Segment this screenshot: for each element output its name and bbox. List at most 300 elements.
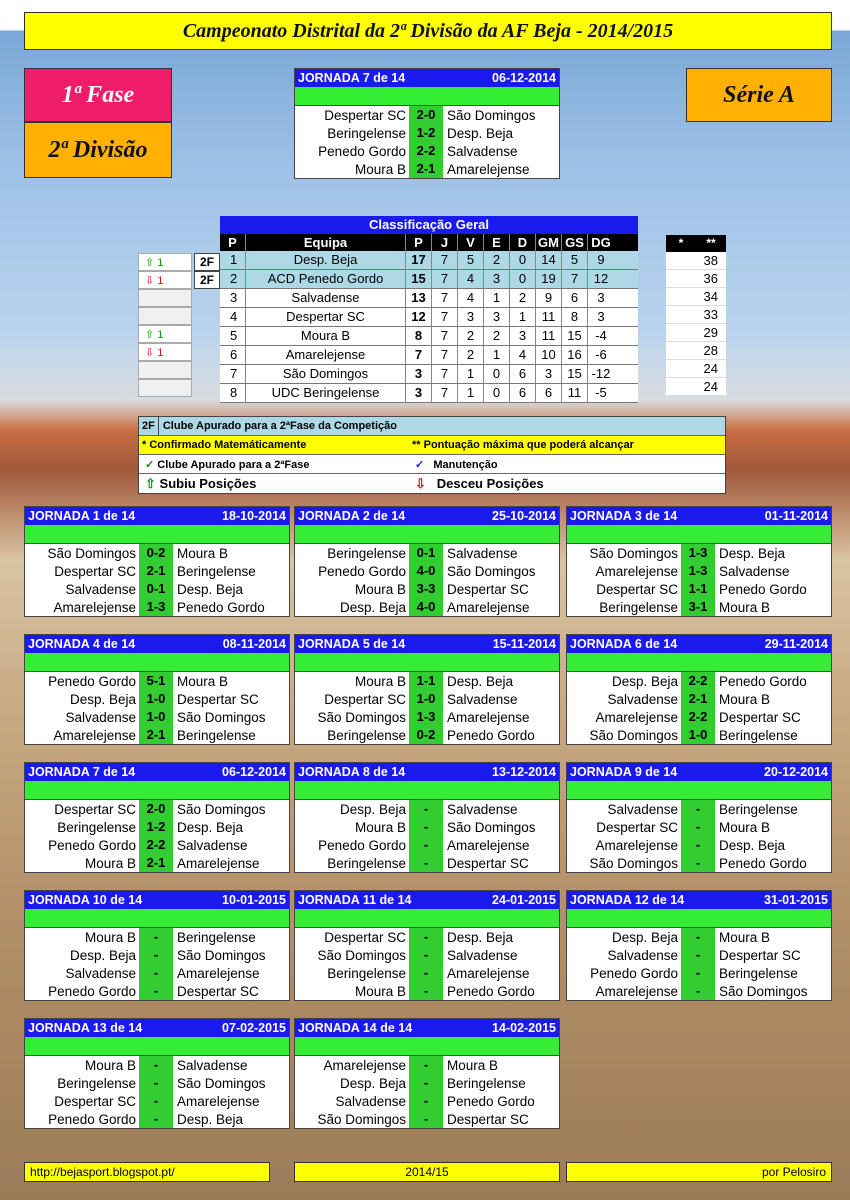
away-team: São Domingos (719, 983, 808, 999)
away-team: Beringelense (447, 1075, 526, 1091)
home-team: Despertar SC (54, 1093, 136, 1109)
jornada-header (295, 507, 559, 525)
away-team: Penedo Gordo (719, 581, 807, 597)
game-score: 2-1 (409, 160, 443, 178)
jornada-strip (25, 653, 289, 672)
game-row (25, 964, 289, 982)
away-team: São Domingos (177, 947, 266, 963)
header-played: J (432, 234, 458, 251)
away-team: Desp. Beja (177, 819, 244, 835)
home-team: Despertar SC (54, 563, 136, 579)
max-points-column (666, 235, 726, 396)
away-team: Desp. Beja (177, 1111, 244, 1127)
away-team: Moura B (177, 673, 229, 689)
game-row (25, 672, 289, 690)
moved-up-indicator (138, 253, 192, 271)
away-team: Amarelejense (447, 837, 530, 853)
home-team: Amarelejense (595, 837, 678, 853)
game-score: - (409, 1092, 443, 1110)
jornada-block (294, 1018, 560, 1129)
game-row (25, 854, 289, 872)
jornada-header (567, 635, 831, 653)
jornada-strip (25, 1037, 289, 1056)
game-score: - (681, 964, 715, 982)
home-team: Despertar SC (596, 819, 678, 835)
footer-season-text: 2014/15 (405, 1165, 449, 1179)
movement-cell (138, 307, 192, 325)
away-team: Salvadense (177, 837, 248, 853)
row-pos: 4 (220, 308, 246, 326)
home-team: Desp. Beja (611, 673, 678, 689)
standings-title: Classificação Geral (220, 216, 638, 234)
footer-url[interactable] (24, 1162, 270, 1182)
qualified-cell (194, 343, 220, 361)
row-wins: 1 (458, 365, 484, 383)
home-team: Moura B (354, 983, 406, 999)
row-wins: 5 (458, 251, 484, 269)
max-points-cell: 24 (666, 360, 726, 378)
game-score: - (409, 1074, 443, 1092)
game-row (25, 818, 289, 836)
game-row (295, 562, 559, 580)
away-team: Moura B (447, 1057, 499, 1073)
jornada-label: JORNADA 4 de 14 (28, 637, 136, 651)
game-row (295, 1056, 559, 1074)
away-team: Despertar SC (719, 947, 801, 963)
game-score: - (681, 854, 715, 872)
row-dg: 3 (597, 290, 605, 305)
home-team: Despertar SC (324, 107, 406, 123)
game-score: 1-3 (409, 708, 443, 726)
jornada-header (25, 763, 289, 781)
game-row (25, 598, 289, 616)
game-score: - (409, 1110, 443, 1128)
home-team: Despertar SC (596, 581, 678, 597)
game-row (295, 708, 559, 726)
row-played: 7 (432, 289, 458, 307)
legend-check-blue: Manutenção (433, 458, 498, 471)
row-gs: 15 (562, 327, 588, 345)
game-score: 2-0 (409, 106, 443, 124)
game-row (295, 580, 559, 598)
row-draws: 0 (484, 365, 510, 383)
row-gs: 11 (562, 384, 588, 402)
row-dg: 3 (597, 309, 605, 324)
qualified-cell (194, 307, 220, 325)
game-row (25, 1056, 289, 1074)
home-team: Moura B (354, 819, 406, 835)
home-team: Amarelejense (53, 727, 136, 743)
game-row (567, 818, 831, 836)
game-score: - (681, 946, 715, 964)
max-points-cell: 38 (666, 252, 726, 270)
jornada-header (567, 891, 831, 909)
row-gm: 6 (536, 384, 562, 402)
row-dg: -6 (595, 347, 607, 362)
row-pos: 5 (220, 327, 246, 345)
row-gs: 6 (562, 289, 588, 307)
game-row (567, 580, 831, 598)
away-team: Penedo Gordo (177, 599, 265, 615)
serie-badge: Série A (686, 68, 832, 122)
game-score: 5-1 (139, 672, 173, 690)
row-team: Despertar SC (246, 308, 406, 326)
game-score: - (139, 1110, 173, 1128)
away-team: Salvadense (719, 563, 790, 579)
game-row (25, 708, 289, 726)
home-team: São Domingos (589, 545, 678, 561)
game-score: - (409, 836, 443, 854)
row-played: 7 (432, 327, 458, 345)
game-score: - (139, 1056, 173, 1074)
jornada-block (566, 634, 832, 745)
home-team: Amarelejense (595, 983, 678, 999)
jornada-strip (295, 87, 559, 106)
game-score: - (139, 982, 173, 1000)
row-dg: 9 (597, 252, 605, 267)
game-score: 2-1 (139, 562, 173, 580)
home-team: Amarelejense (53, 599, 136, 615)
home-team: São Domingos (589, 855, 678, 871)
row-played: 7 (432, 308, 458, 326)
standings-row (220, 308, 638, 327)
home-team: Salvadense (65, 709, 136, 725)
qualified-column (194, 253, 220, 397)
check-blue-icon: ✓ (415, 458, 425, 471)
jornada-block (24, 506, 290, 617)
jornada-header (295, 891, 559, 909)
away-team: Despertar SC (177, 691, 259, 707)
jornada-label: JORNADA 7 de 14 (28, 765, 136, 779)
row-gs: 15 (562, 365, 588, 383)
home-team: Despertar SC (324, 691, 406, 707)
game-row (295, 800, 559, 818)
home-team: Amarelejense (595, 709, 678, 725)
header-draws: E (484, 234, 510, 251)
game-score: 1-3 (681, 562, 715, 580)
game-row (567, 598, 831, 616)
home-team: São Domingos (589, 727, 678, 743)
game-score: - (139, 1092, 173, 1110)
home-team: Beringelense (327, 965, 406, 981)
row-points: 17 (406, 251, 432, 269)
row-points: 13 (406, 289, 432, 307)
row-losses: 6 (510, 384, 536, 402)
max-points-cell: 24 (666, 378, 726, 396)
row-wins: 4 (458, 289, 484, 307)
game-row (25, 946, 289, 964)
jornada-header (567, 763, 831, 781)
home-team: Moura B (84, 1057, 136, 1073)
row-team: Amarelejense (246, 346, 406, 364)
max-points-body (666, 252, 726, 396)
away-team: Desp. Beja (177, 581, 244, 597)
game-score: - (409, 1056, 443, 1074)
row-team: Moura B (246, 327, 406, 345)
home-team: Beringelense (599, 599, 678, 615)
home-team: Desp. Beja (69, 691, 136, 707)
game-score: 2-2 (409, 142, 443, 160)
home-team: Salvadense (607, 691, 678, 707)
away-team: Penedo Gordo (447, 727, 535, 743)
home-team: Beringelense (57, 819, 136, 835)
row-losses: 6 (510, 365, 536, 383)
row-points: 7 (406, 346, 432, 364)
row-draws: 3 (484, 308, 510, 326)
jornada-strip (25, 909, 289, 928)
jornada-label: JORNADA 9 de 14 (570, 765, 678, 779)
away-team: Amarelejense (447, 161, 530, 177)
game-score: 1-0 (139, 690, 173, 708)
qualified-cell: 2F (194, 253, 220, 271)
game-score: - (139, 1074, 173, 1092)
header-dg: DG (591, 235, 611, 250)
home-team: Penedo Gordo (48, 1111, 136, 1127)
row-pos: 1 (220, 251, 246, 269)
row-wins: 2 (458, 346, 484, 364)
away-team: Salvadense (447, 947, 518, 963)
standings-table (220, 216, 638, 403)
footer-url-text[interactable]: http://bejasport.blogspot.pt/ (30, 1165, 175, 1179)
game-row (567, 836, 831, 854)
header-gm: GM (536, 234, 562, 251)
game-row (295, 818, 559, 836)
game-score: - (681, 836, 715, 854)
away-team: Amarelejense (447, 709, 530, 725)
home-team: Moura B (354, 161, 406, 177)
home-team: Penedo Gordo (318, 837, 406, 853)
home-team: Moura B (84, 855, 136, 871)
home-team: Penedo Gordo (318, 563, 406, 579)
away-team: Salvadense (447, 143, 518, 159)
jornada-date: 06-12-2014 (222, 765, 286, 779)
row-losses: 4 (510, 346, 536, 364)
jornada-header (295, 69, 559, 87)
row-pos: 6 (220, 346, 246, 364)
away-team: Amarelejense (177, 855, 260, 871)
jornada-label: JORNADA 5 de 14 (298, 637, 406, 651)
home-team: Penedo Gordo (318, 143, 406, 159)
home-team: Penedo Gordo (48, 983, 136, 999)
jornada-label: JORNADA 1 de 14 (28, 509, 136, 523)
jornada-block (566, 762, 832, 873)
away-team: Moura B (177, 545, 229, 561)
arrow-up-icon: ⇧ (145, 475, 156, 491)
row-points: 3 (406, 384, 432, 402)
row-team: UDC Beringelense (246, 384, 406, 402)
legend (138, 416, 726, 494)
jornada-strip (567, 653, 831, 672)
jornada-strip (295, 781, 559, 800)
row-played: 7 (432, 251, 458, 269)
game-score: - (409, 964, 443, 982)
qualified-cell (194, 325, 220, 343)
standings-body (220, 251, 638, 403)
game-score: - (409, 982, 443, 1000)
game-score: - (409, 854, 443, 872)
away-team: São Domingos (447, 819, 536, 835)
row-losses: 1 (510, 308, 536, 326)
standings-row (220, 346, 638, 365)
away-team: Beringelense (719, 801, 798, 817)
home-team: São Domingos (317, 947, 406, 963)
jornada-date: 20-12-2014 (764, 765, 828, 779)
row-played: 7 (432, 365, 458, 383)
movement-text: ⇩ 1 (145, 274, 164, 287)
row-dg: -12 (591, 366, 611, 381)
game-score: 1-0 (681, 726, 715, 744)
game-row (295, 106, 559, 124)
game-row (567, 672, 831, 690)
row-losses: 2 (510, 289, 536, 307)
row-points: 8 (406, 327, 432, 345)
jornada-header (25, 891, 289, 909)
away-team: Moura B (719, 819, 771, 835)
row-pos: 2 (220, 270, 246, 288)
away-team: Desp. Beja (719, 545, 786, 561)
row-gm: 11 (536, 308, 562, 326)
row-dg: -4 (595, 328, 607, 343)
legend-qualified-text: Clube Apurado para a 2ªFase da Competição (162, 420, 397, 432)
standings-row (220, 327, 638, 346)
max-points-cell: 29 (666, 324, 726, 342)
game-row (295, 690, 559, 708)
jornada-strip (567, 909, 831, 928)
current-jornada (294, 68, 560, 179)
jornada-date: 08-11-2014 (222, 637, 286, 651)
game-row (25, 562, 289, 580)
home-team: Beringelense (327, 125, 406, 141)
game-score: 2-1 (139, 854, 173, 872)
away-team: Despertar SC (719, 709, 801, 725)
away-team: Salvadense (447, 545, 518, 561)
away-team: Beringelense (177, 929, 256, 945)
movement-text: ⇩ 1 (145, 346, 164, 359)
game-row (567, 964, 831, 982)
header-pos: P (220, 234, 246, 251)
game-row (295, 142, 559, 160)
jornada-header (25, 1019, 289, 1037)
jornada-header (295, 635, 559, 653)
qualified-cell (194, 361, 220, 379)
qualified-cell (194, 289, 220, 307)
away-team: Despertar SC (447, 1111, 529, 1127)
game-score: - (409, 818, 443, 836)
footer-author (566, 1162, 832, 1182)
row-gm: 10 (536, 346, 562, 364)
header-points: P (406, 234, 432, 251)
row-points: 15 (406, 270, 432, 288)
jornada-block (566, 890, 832, 1001)
row-team: ACD Penedo Gordo (246, 270, 406, 288)
home-team: Moura B (354, 673, 406, 689)
standings-row (220, 384, 638, 403)
check-green-icon: ✓ (145, 458, 155, 471)
movement-cell (138, 379, 192, 397)
game-score: 1-2 (409, 124, 443, 142)
game-row (295, 982, 559, 1000)
game-row (295, 598, 559, 616)
away-team: Penedo Gordo (719, 673, 807, 689)
row-losses: 3 (510, 327, 536, 345)
jornada-strip (25, 781, 289, 800)
header-gs: GS (562, 234, 588, 251)
row-losses: 0 (510, 270, 536, 288)
row-gm: 14 (536, 251, 562, 269)
row-wins: 4 (458, 270, 484, 288)
game-row (295, 160, 559, 178)
game-row (567, 982, 831, 1000)
home-team: São Domingos (47, 545, 136, 561)
game-row (25, 690, 289, 708)
game-row (295, 672, 559, 690)
jornada-label: JORNADA 11 de 14 (298, 893, 412, 907)
game-row (295, 928, 559, 946)
jornada-strip (567, 781, 831, 800)
home-team: Penedo Gordo (48, 673, 136, 689)
game-row (295, 1074, 559, 1092)
row-points: 3 (406, 365, 432, 383)
legend-star: * Confirmado Matemáticamente (142, 439, 307, 451)
row-draws: 3 (484, 270, 510, 288)
away-team: Penedo Gordo (447, 1093, 535, 1109)
game-row (25, 1092, 289, 1110)
home-team: Beringelense (327, 727, 406, 743)
row-dg: 12 (593, 271, 609, 286)
away-team: Beringelense (177, 727, 256, 743)
row-gm: 3 (536, 365, 562, 383)
game-row (25, 544, 289, 562)
away-team: São Domingos (177, 801, 266, 817)
movement-cell (138, 361, 192, 379)
jornada-strip (295, 653, 559, 672)
game-row (567, 726, 831, 744)
movement-text: ⇧ 1 (145, 256, 164, 269)
fase-badge: 1ª Fase (24, 68, 172, 122)
legend-down: Desceu Posições (436, 475, 544, 491)
legend-star2: ** Pontuação máxima que poderá alcançar (412, 439, 634, 451)
away-team: Desp. Beja (719, 837, 786, 853)
jornada-strip (295, 909, 559, 928)
away-team: Desp. Beja (447, 125, 514, 141)
away-team: Amarelejense (177, 965, 260, 981)
game-score: - (681, 800, 715, 818)
game-score: 2-1 (681, 690, 715, 708)
game-score: - (409, 928, 443, 946)
game-row (567, 708, 831, 726)
row-gs: 5 (562, 251, 588, 269)
away-team: Salvadense (447, 801, 518, 817)
jornada-date: 10-01-2015 (222, 893, 286, 907)
game-row (295, 854, 559, 872)
game-row (295, 946, 559, 964)
home-team: Desp. Beja (339, 1075, 406, 1091)
max-points-cell: 34 (666, 288, 726, 306)
jornada-date: 31-01-2015 (764, 893, 828, 907)
away-team: Desp. Beja (447, 673, 514, 689)
legend-2f-tag: 2F (139, 417, 159, 435)
row-played: 7 (432, 346, 458, 364)
header-team: Equipa (246, 234, 406, 251)
game-row (567, 800, 831, 818)
game-score: 1-3 (681, 544, 715, 562)
row-losses: 0 (510, 251, 536, 269)
jornada-label: JORNADA 12 de 14 (570, 893, 685, 907)
away-team: Penedo Gordo (447, 983, 535, 999)
jornada-strip (567, 525, 831, 544)
jornada-strip (25, 525, 289, 544)
away-team: Amarelejense (447, 599, 530, 615)
